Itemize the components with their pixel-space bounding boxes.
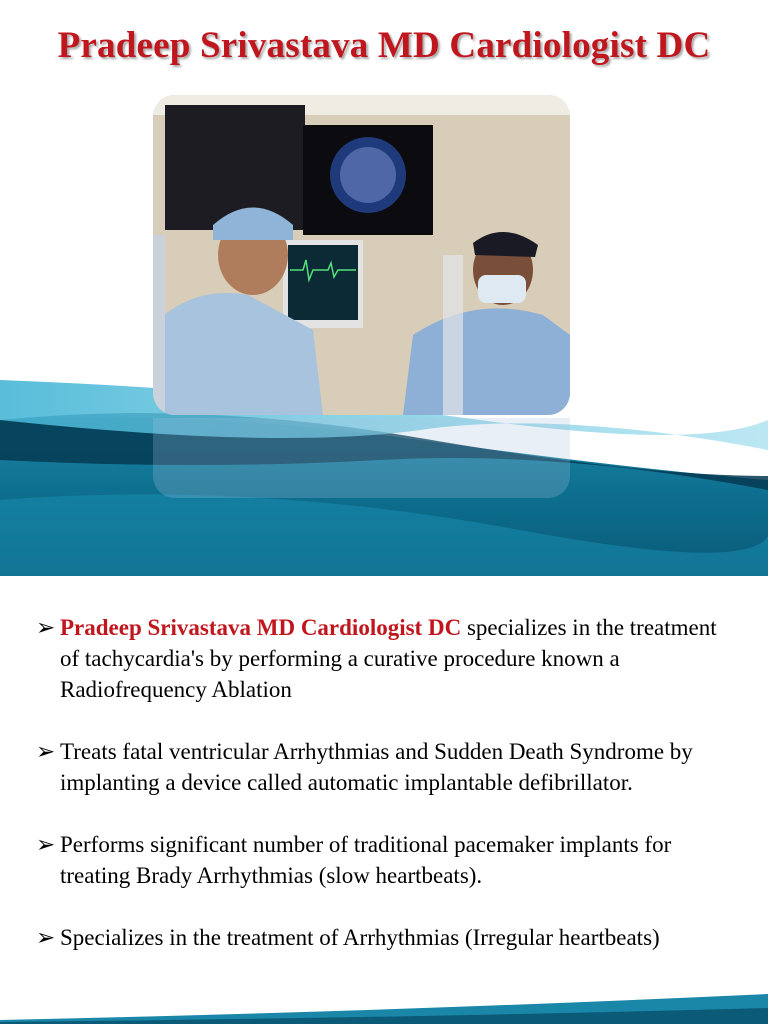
bullet-item — [36, 922, 736, 953]
bullet-text: Treats fatal ventricular Arrhythmias and Sudden Death Syndrome by implanting a device called automatic implantable defibrillator. — [60, 739, 693, 795]
arrow-bullet-icon: ➢ — [36, 832, 56, 857]
bullet-item — [36, 829, 736, 891]
bullet-text: Performs significant number of traditional pacemaker implants for treating Brady Arrhythmias (slow heartbeats). — [60, 832, 672, 888]
bullet-text: specializes in the treatment of tachycardia's by performing a curative procedure known a Radiofrequency Ablation — [60, 615, 717, 702]
arrow-bullet-icon: ➢ — [36, 925, 56, 950]
bullet-highlight: Pradeep Srivastava MD Cardiologist DC — [60, 615, 462, 640]
photo-illustration — [153, 95, 570, 415]
bullet-text: Specializes in the treatment of Arrhythmias (Irregular heartbeats) — [60, 925, 660, 950]
photo-reflection — [153, 418, 570, 498]
bullet-item — [36, 736, 736, 798]
bullet-item — [36, 612, 736, 705]
slide-title: Pradeep Srivastava MD Cardiologist DC — [57, 25, 711, 66]
bullet-list — [36, 612, 736, 984]
bottom-wave-stripe — [0, 990, 768, 1024]
doctors-photo — [153, 95, 570, 415]
arrow-bullet-icon: ➢ — [36, 615, 56, 640]
arrow-bullet-icon: ➢ — [36, 739, 56, 764]
